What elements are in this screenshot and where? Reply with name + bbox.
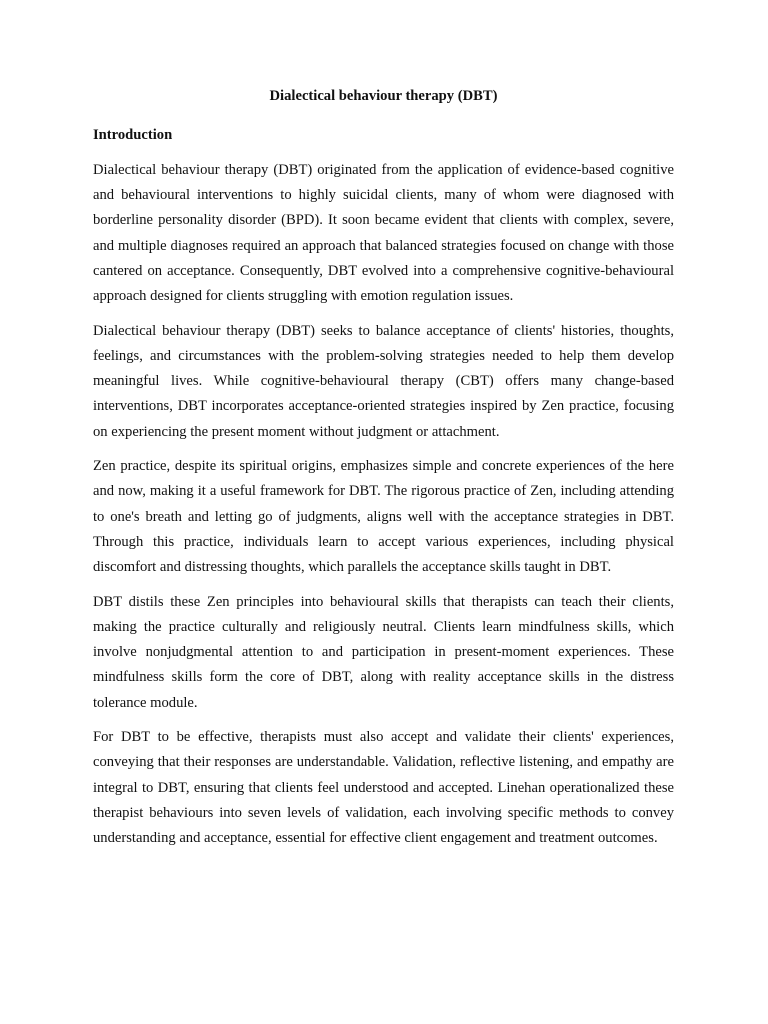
paragraph-2: Dialectical behaviour therapy (DBT) seeks to balance acceptance of clients' histories, thoughts, feelings, and circumstances with the problem-solving strategies needed to help them develop meaningful lives. While cognitive-behavioural therapy (CBT) offers many change-based interventions, DBT incorporates acceptance-oriented strategies inspired by Zen practice, focusing on experiencing the present moment without judgment or attachment. xyxy=(93,322,674,440)
section-heading-introduction: Introduction xyxy=(93,127,173,143)
paragraph-1: Dialectical behaviour therapy (DBT) originated from the application of evidence-based cognitive and behavioural interventions to highly suicidal clients, many of whom were diagnosed with borderline personality disorder (BPD). It soon became evident that clients with complex, severe, and multiple diagnoses required an approach that balanced strategies focused on change with those cantered on acceptance. Consequently, DBT evolved into a comprehensive cognitive-behavioural approach designed for clients struggling with emotion regulation issues. xyxy=(93,162,674,305)
document-title: Dialectical behaviour therapy (DBT) xyxy=(269,88,498,104)
paragraph-3: Zen practice, despite its spiritual origins, emphasizes simple and concrete experiences of the here and now, making it a useful framework for DBT. The rigorous practice of Zen, including attending to one's breath and letting go of judgments, aligns well with the acceptance strategies in DBT. Through this practice, individuals learn to accept various experiences, including physical discomfort and distressing thoughts, which parallels the acceptance skills taught in DBT. xyxy=(93,458,674,576)
paragraph-5: For DBT to be effective, therapists must also accept and validate their clients' experiences, conveying that their responses are understandable. Validation, reflective listening, and empathy are integral to DBT, ensuring that clients feel understood and accepted. Linehan operationalized these therapist behaviours into seven levels of validation, each involving specific methods to convey understanding and acceptance, essential for effective client engagement and treatment outcomes. xyxy=(93,729,674,847)
paragraph-4: DBT distils these Zen principles into behavioural skills that therapists can teach their clients, making the practice culturally and religiously neutral. Clients learn mindfulness skills, which involve nonjudgmental attention to and participation in present-moment experiences. These mindfulness skills form the core of DBT, along with reality acceptance skills in the distress tolerance module. xyxy=(93,593,674,711)
